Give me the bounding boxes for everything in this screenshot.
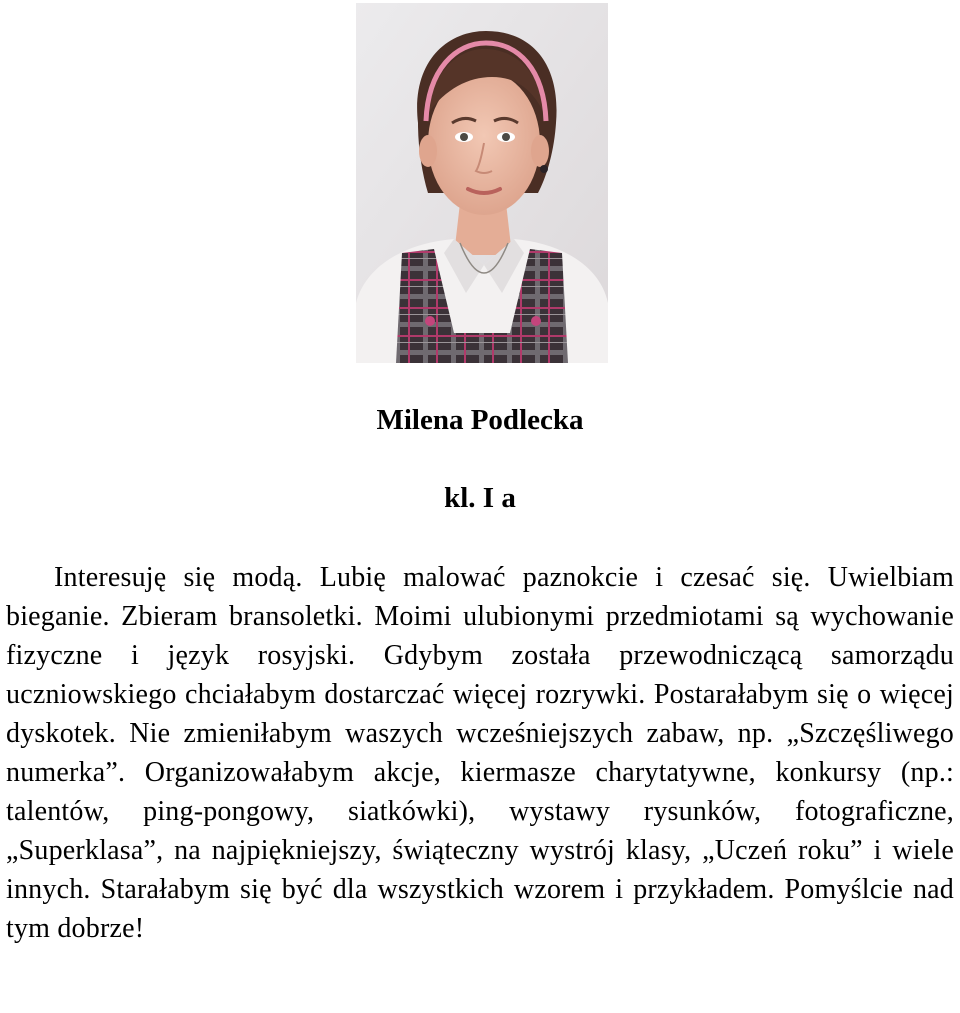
earring-icon bbox=[540, 165, 548, 173]
person-name: Milena Podlecka bbox=[376, 404, 584, 436]
pinafore-bib bbox=[412, 333, 552, 363]
portrait-photo bbox=[356, 3, 608, 363]
bio-paragraph: Interesuję się modą. Lubię malować paznokcie i czesać się. Uwielbiam bieganie. Zbieram bransoletki. Moimi ulubionymi przedmiotami są wychowanie fizyczne i język rosyjski. Gdybym została przewodniczącą samorządu uczniowskiego chciałabym dostarczać więcej rozrywki. Postarałabym się o więcej dyskotek. Nie zmieniłabym waszych wcześniejszych zabaw, np. „Szczęśliwego numerka”. Organizowałabym akcje, kiermasze charytatywne, konkursy (np.: talentów, ping-pongowy, siatkówki), wystawy rysunków, fotograficzne, „Superklasa”, na najpiękniejszy, świąteczny wystrój klasy, „Uczeń roku” i wiele innych. Starałabym się być dla wszystkich wzorem i przykładem. Pomyślcie nad tym dobrze! bbox=[6, 562, 954, 944]
class-label: kl. I a bbox=[444, 482, 516, 514]
button-icon bbox=[531, 316, 541, 326]
button-icon bbox=[425, 316, 435, 326]
